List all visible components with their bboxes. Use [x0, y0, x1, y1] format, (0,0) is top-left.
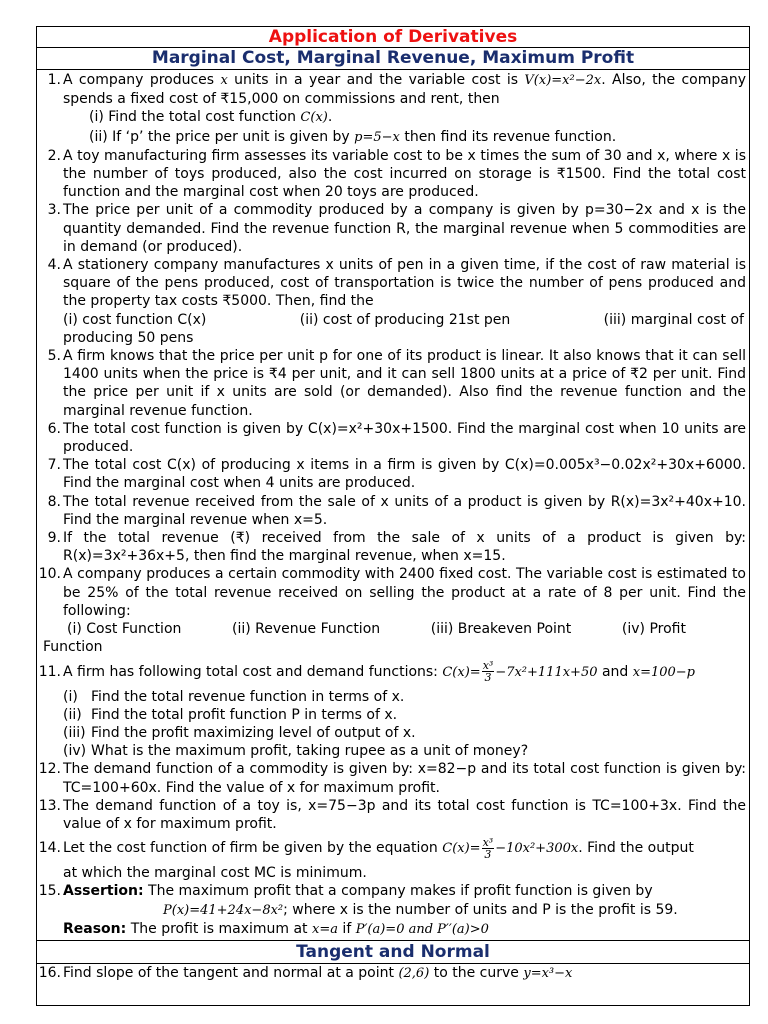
fraction: $\frac{\text{x³}}{3}$ — [482, 659, 494, 684]
question-3: 3. The price per unit of a commodity produced by a company is given by p=30−2x and x is the quantity demanded. Find the revenue function R, the marginal revenue when 5 commodities are in demand (or produced). — [47, 202, 746, 255]
question-5: 5. A firm knows that the price per unit p for one of its product is linear. It also knows that it can sell 1400 units when the price is ₹4 per unit, and it can sell 1800 units at a price of ₹2 per unit. Find the price per unit if x units are sold (or demanded). Also find the revenue function and the marginal revenue function. — [47, 348, 746, 419]
fraction: $\frac{\text{x³}}{3}$ — [482, 835, 494, 861]
question-1-part-ii: (ii) If ‘p’ the price per unit is given by p=5−x then find its revenue function. — [89, 128, 617, 145]
question-16: 16. Find slope of the tangent and normal at a point (2,6) to the curve y=x³−x — [38, 964, 573, 981]
question-8: 8. The total revenue received from the sale of x units of a product is given by R(x)=3x²+40x+10. Find the marginal revenue when x=5. — [47, 493, 746, 528]
question-12: 12. The demand function of a commodity is given by: x=82−p and its total cost function is given by: TC=100+60x. Find the value of x for maximum profit. — [38, 761, 746, 796]
question-1: 1. A company produces x units in a year and the variable cost is V(x)=x²−2x. Also, the company spends a fixed cost of ₹15,000 on commissions and rent, then (i) Find the total cost function C(x). (ii) If ‘p’ the price per unit is given by p=5−x then find its revenue function. — [37, 71, 749, 147]
page-title: Application of Derivatives — [37, 27, 749, 48]
question-7: 7. The total cost C(x) of producing x items in a firm is given by C(x)=0.005x³−0.02x²+30x+6000. Find the marginal cost when 4 units are produced. — [47, 457, 746, 492]
question-14: 14. Let the cost function of firm be given by the equation C(x)= $\frac{\text{x³}}{3}$ −10x²+300x. Find the output — [38, 835, 694, 861]
question-13: 13. The demand function of a toy is, x=75−3p and its total cost function is TC=100+3x. Find the value of x for maximum profit. — [38, 797, 746, 832]
question-9: 9. If the total revenue (₹) received from the sale of x units of a product is given by: R(x)=3x²+36x+5, then find the marginal revenue, when x=15. — [47, 530, 746, 565]
question-6: 6. The total cost function is given by C(x)=x²+30x+1500. Find the marginal cost when 10 units are produced. — [47, 420, 746, 456]
section-title-marginal: Marginal Cost, Marginal Revenue, Maximum Profit — [37, 48, 749, 70]
question-list: 1. A company produces x units in a year and the variable cost is V(x)=x²−2x. Also, the company spends a fixed cost of ₹15,000 on commissions and rent, then (i) Find the total cost function C(x). (ii) If ‘p’ the price per unit is given by p=5−x then find its revenue function. 2. A toy manufacturing firm assesses its variable cost to be x times the sum of 30 and x, where x is the number of toys produced, also the cost incurred on storage is ₹1500. Find the total cost function and the marginal cost when 20 toys are produced. 3. The price per unit of a commodity produced by a company is given by p=30−2x and x is the quantity demanded. Find the revenue function R, the marginal revenue when 5 commodities are in demand (or produced). 4. A stationery company manufactures x units of pen in a given time, if the cost of raw material is square of the pens produced, cost of transportation is twice the number of pens produced and the property tax costs ₹5000. Then, find the (i) cost function C(x) (ii) cost of producing 21st pen (iii) marginal cost of producing 50 pens 5. A firm knows that the price per unit p for one of its product is linear. It also knows that it can sell 1400 units when the price is ₹4 per unit, and it can sell 1800 units at a price of ₹2 per unit. Find the price per unit if x units are sold (or demanded). Also find the revenue function and the marginal revenue function. 6. The total cost function is given by C(x)=x²+30x+1500. Find the marginal cost when 10 units are produced. 7. The total cost C(x) of producing x items in a firm is given by C(x)=0.005x³−0.02x²+30x+6000. Find the marginal cost when 4 units are produced. 8. The total revenue received from the sale of x units of a product is given by R(x)=3x²+40x+10. Find the marginal revenue when x=5. 9. If the total revenue (₹) received from the sale of x units of a product is given by: R(x)=3x²+36x+5, then find the marginal revenue, when x=15. 10. A company produces a certain commodity with 2400 fixed cost. The variable cost is estimated to be 25% of the total revenue received on selling the product at a rate of 8 per unit. Find the following: (i) Cost Function (ii) Revenue Function (iii) Breakeven Point (iv) Profit Function 11. A firm has following total cost and demand functions: C(x)= $\frac{\text{x³}}{3}$ −7x²+111x+50 and x=100−p (i) Find the total revenue function in terms of x. (ii) Find the total profit function P in terms of x. (iii) Find the profit maximizing level of output of x. (iv) What is the maximum profit, taking rupee as a unit of money? 12. The demand function of a commodity is given by: x=82−p and its total cost function is given by: TC=100+60x. Find the value of x for maximum profit. 13. The demand function of a toy is, x=75−3p and its total cost function is TC=100+3x. Find the value of x for maximum profit. 14. Let the cost function of firm be given by the equation C(x)= $\frac{\text{x³}}{3}$ −10x²+300x. Find the output at which the marginal cost MC is minimum. 15. Assertion: The maximum profit that a company makes if profit function is given by P(x)=41+24x−8x²; where x is the number of units and P is the profit is 59. Reason: The profit is maximum at x=a if P′(a)=0 and P′′(a)>0 — [37, 70, 749, 939]
question-10-options: (i) Cost Function (ii) Revenue Function (iii) Breakeven Point (iv) Profit — [67, 621, 686, 638]
question-4-options: (i) cost function C(x) (ii) cost of producing 21st pen (iii) marginal cost of — [63, 311, 744, 328]
question-11: 11. A firm has following total cost and demand functions: C(x)= $\frac{\text{x³}}{3}$ −7x²+111x+50 and x=100−p — [38, 659, 696, 684]
question-10: 10. A company produces a certain commodity with 2400 fixed cost. The variable cost is estimated to be 25% of the total revenue received on selling the product at a rate of 8 per unit. Find the following: (i) Cost Function (ii) Revenue Function (iii) Breakeven Point (iv) Profit — [38, 566, 746, 638]
section-title-tangent: Tangent and Normal — [37, 940, 749, 964]
worksheet — [36, 26, 750, 1006]
question-4: 4. A stationery company manufactures x units of pen in a given time, if the cost of raw material is square of the pens produced, cost of transportation is twice the number of pens produced and the property tax costs ₹5000. Then, find the (i) cost function C(x) (ii) cost of producing 21st pen (iii) marginal cost of producing 50 pens — [47, 257, 746, 346]
question-1-part-i: (i) Find the total cost function C(x). — [89, 109, 333, 126]
question-2: 2. A toy manufacturing firm assesses its variable cost to be x times the sum of 30 and x, where x is the number of toys produced, also the cost incurred on storage is ₹1500. Find the total cost function and the marginal cost when 20 toys are produced. — [47, 147, 746, 201]
question-11-parts: (i) Find the total revenue function in terms of x. (ii) Find the total profit function P in terms of x. (iii) Find the profit maximizing level of output of x. (iv) What is the maximum profit, taking rupee as a unit of money? — [63, 688, 529, 760]
question-15: 15. Assertion: The maximum profit that a company makes if profit function is given by P(x)=41+24x−8x²; where x is the number of units and P is the profit is 59. Reason: The profit is maximum at x=a if P′(a)=0 and P′′(a)>0 — [38, 883, 678, 937]
